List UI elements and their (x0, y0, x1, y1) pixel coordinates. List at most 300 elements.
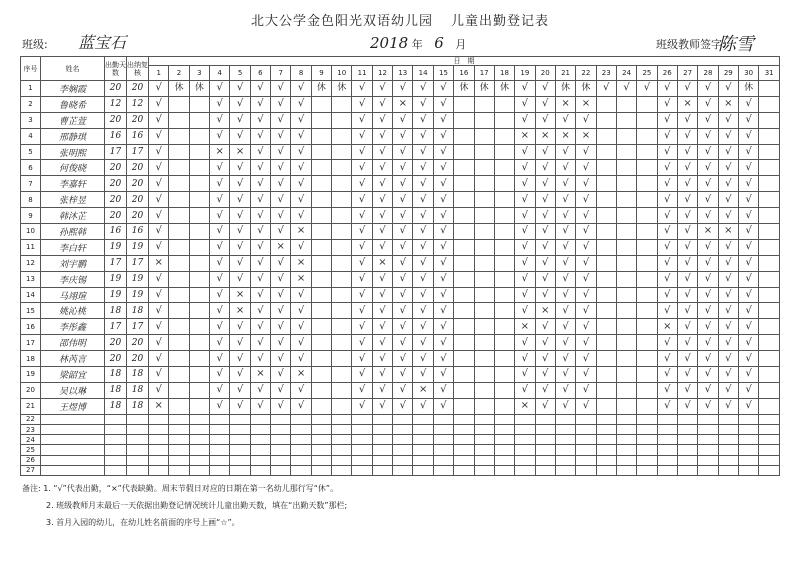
table-row (21, 424, 780, 434)
present-mark: √ (413, 144, 433, 160)
empty-cell (759, 382, 780, 398)
empty-cell (169, 224, 189, 240)
empty-cell (759, 192, 780, 208)
present-mark: √ (555, 112, 575, 128)
empty-cell (311, 112, 331, 128)
present-mark: √ (291, 176, 311, 192)
empty-cell (657, 424, 677, 434)
empty-cell (230, 435, 250, 445)
empty-cell (494, 144, 514, 160)
row-seq: 24 (21, 435, 41, 445)
present-mark: √ (230, 398, 250, 414)
empty-cell (596, 319, 616, 335)
row-seq: 17 (21, 335, 41, 351)
present-mark: √ (738, 398, 758, 414)
present-mark: √ (413, 224, 433, 240)
present-mark: √ (576, 319, 596, 335)
present-mark: √ (372, 144, 392, 160)
child-name: 姚沁桃 (41, 303, 105, 319)
empty-cell (474, 208, 494, 224)
present-mark: √ (718, 112, 738, 128)
empty-cell (596, 287, 616, 303)
review-days: 19 (127, 239, 149, 255)
empty-cell (454, 351, 474, 367)
present-mark: √ (250, 128, 270, 144)
review-days: 20 (127, 112, 149, 128)
present-mark: √ (210, 271, 230, 287)
year-value: 2018 (370, 34, 409, 52)
empty-cell (677, 465, 697, 475)
day-header: 30 (738, 66, 758, 81)
absent-mark: × (230, 144, 250, 160)
empty-cell (555, 435, 575, 445)
present-mark: √ (230, 224, 250, 240)
empty-cell (596, 424, 616, 434)
present-mark: √ (555, 192, 575, 208)
present-mark: √ (352, 319, 372, 335)
empty-cell (637, 424, 657, 434)
day-header: 25 (637, 66, 657, 81)
table-row (21, 287, 780, 303)
present-mark: √ (535, 271, 555, 287)
attend-days (105, 435, 127, 445)
present-mark: √ (576, 160, 596, 176)
day-header: 8 (291, 66, 311, 81)
present-mark: √ (576, 192, 596, 208)
review-days (127, 465, 149, 475)
empty-cell (494, 435, 514, 445)
review-days: 18 (127, 303, 149, 319)
empty-cell (413, 445, 433, 455)
present-mark: √ (413, 335, 433, 351)
rest-day-mark: 休 (332, 81, 352, 97)
attend-days (105, 465, 127, 475)
present-mark: √ (555, 239, 575, 255)
day-header: 10 (332, 66, 352, 81)
review-days (127, 414, 149, 424)
present-mark: √ (291, 112, 311, 128)
empty-cell (454, 367, 474, 383)
present-mark: √ (555, 319, 575, 335)
empty-cell (596, 96, 616, 112)
empty-cell (738, 455, 758, 465)
present-mark: √ (535, 382, 555, 398)
empty-cell (698, 424, 718, 434)
present-mark: √ (433, 367, 453, 383)
present-mark: √ (271, 319, 291, 335)
empty-cell (657, 455, 677, 465)
present-mark: √ (677, 224, 697, 240)
present-mark: √ (271, 287, 291, 303)
empty-cell (332, 445, 352, 455)
present-mark: √ (718, 81, 738, 97)
empty-cell (596, 128, 616, 144)
empty-cell (189, 445, 209, 455)
day-header: 26 (657, 66, 677, 81)
present-mark: √ (271, 255, 291, 271)
empty-cell (759, 319, 780, 335)
present-mark: √ (677, 335, 697, 351)
present-mark: √ (393, 271, 413, 287)
empty-cell (616, 367, 636, 383)
present-mark: √ (372, 160, 392, 176)
empty-cell (332, 192, 352, 208)
present-mark: √ (698, 96, 718, 112)
present-mark: √ (555, 398, 575, 414)
attend-days (105, 414, 127, 424)
present-mark: √ (555, 176, 575, 192)
empty-cell (637, 382, 657, 398)
empty-cell (169, 465, 189, 475)
present-mark: √ (149, 144, 169, 160)
present-mark: √ (372, 192, 392, 208)
review-days: 20 (127, 176, 149, 192)
empty-cell (616, 351, 636, 367)
present-mark: √ (433, 112, 453, 128)
child-name (41, 455, 105, 465)
present-mark: √ (738, 255, 758, 271)
empty-cell (291, 455, 311, 465)
present-mark: √ (352, 160, 372, 176)
notes (22, 480, 347, 531)
present-mark: √ (291, 192, 311, 208)
note-2: 2. 班级教师月末最后一天依据出勤登记情况统计儿童出勤天数，填在“出勤天数”那栏; (46, 501, 348, 510)
table-row (21, 414, 780, 424)
present-mark: √ (149, 367, 169, 383)
present-mark: √ (515, 351, 535, 367)
child-name: 张梓昱 (41, 192, 105, 208)
empty-cell (169, 96, 189, 112)
attend-days (105, 455, 127, 465)
present-mark: √ (535, 224, 555, 240)
present-mark: √ (352, 128, 372, 144)
empty-cell (616, 335, 636, 351)
empty-cell (474, 160, 494, 176)
child-name (41, 465, 105, 475)
present-mark: √ (149, 319, 169, 335)
review-days: 20 (127, 208, 149, 224)
attend-days: 20 (105, 335, 127, 351)
empty-cell (698, 435, 718, 445)
child-name (41, 424, 105, 434)
empty-cell (210, 445, 230, 455)
present-mark: √ (393, 335, 413, 351)
present-mark: √ (291, 239, 311, 255)
empty-cell (616, 287, 636, 303)
present-mark: √ (352, 112, 372, 128)
empty-cell (454, 128, 474, 144)
empty-cell (250, 424, 270, 434)
empty-cell (189, 303, 209, 319)
empty-cell (596, 435, 616, 445)
day-header: 18 (494, 66, 514, 81)
empty-cell (576, 455, 596, 465)
empty-cell (189, 319, 209, 335)
empty-cell (189, 144, 209, 160)
empty-cell (311, 435, 331, 445)
present-mark: √ (210, 128, 230, 144)
present-mark: √ (149, 192, 169, 208)
empty-cell (372, 465, 392, 475)
empty-cell (616, 224, 636, 240)
present-mark: √ (250, 255, 270, 271)
row-seq: 16 (21, 319, 41, 335)
empty-cell (474, 335, 494, 351)
empty-cell (433, 414, 453, 424)
review-days: 16 (127, 224, 149, 240)
empty-cell (555, 445, 575, 455)
class-label: 班级: (22, 38, 48, 51)
present-mark: √ (372, 239, 392, 255)
empty-cell (169, 414, 189, 424)
present-mark: √ (271, 224, 291, 240)
present-mark: √ (291, 208, 311, 224)
present-mark: √ (271, 128, 291, 144)
empty-cell (393, 455, 413, 465)
empty-cell (169, 144, 189, 160)
empty-cell (352, 424, 372, 434)
empty-cell (616, 465, 636, 475)
empty-cell (759, 465, 780, 475)
empty-cell (474, 455, 494, 465)
present-mark: √ (433, 287, 453, 303)
empty-cell (454, 303, 474, 319)
day-header: 9 (311, 66, 331, 81)
empty-cell (189, 335, 209, 351)
empty-cell (596, 208, 616, 224)
present-mark: √ (698, 287, 718, 303)
present-mark: √ (372, 319, 392, 335)
present-mark: √ (433, 192, 453, 208)
empty-cell (372, 455, 392, 465)
rest-day-mark: 休 (311, 81, 331, 97)
empty-cell (332, 414, 352, 424)
present-mark: √ (515, 382, 535, 398)
child-name: 张明熙 (41, 144, 105, 160)
present-mark: √ (738, 367, 758, 383)
present-mark: √ (657, 160, 677, 176)
present-mark: √ (230, 176, 250, 192)
empty-cell (271, 445, 291, 455)
empty-cell (189, 224, 209, 240)
present-mark: √ (149, 303, 169, 319)
empty-cell (677, 455, 697, 465)
present-mark: √ (210, 96, 230, 112)
present-mark: √ (698, 382, 718, 398)
present-mark: √ (677, 255, 697, 271)
present-mark: √ (291, 335, 311, 351)
present-mark: √ (230, 128, 250, 144)
present-mark: √ (698, 239, 718, 255)
empty-cell (454, 208, 474, 224)
row-seq: 20 (21, 382, 41, 398)
absent-mark: × (291, 255, 311, 271)
table-row (21, 144, 780, 160)
empty-cell (352, 445, 372, 455)
empty-cell (616, 239, 636, 255)
empty-cell (616, 192, 636, 208)
present-mark: √ (677, 192, 697, 208)
present-mark: √ (677, 303, 697, 319)
present-mark: √ (250, 271, 270, 287)
table-row (21, 435, 780, 445)
empty-cell (474, 445, 494, 455)
present-mark: √ (210, 192, 230, 208)
present-mark: √ (576, 208, 596, 224)
child-name: 李彤鑫 (41, 319, 105, 335)
present-mark: √ (210, 224, 230, 240)
empty-cell (637, 435, 657, 445)
present-mark: √ (271, 160, 291, 176)
present-mark: √ (393, 160, 413, 176)
review-days: 18 (127, 382, 149, 398)
present-mark: √ (250, 144, 270, 160)
present-mark: √ (291, 81, 311, 97)
present-mark: √ (555, 224, 575, 240)
child-name: 韩沐芷 (41, 208, 105, 224)
present-mark: √ (657, 192, 677, 208)
empty-cell (433, 424, 453, 434)
empty-cell (535, 465, 555, 475)
child-name: 李娴霞 (41, 81, 105, 97)
empty-cell (311, 239, 331, 255)
review-days: 19 (127, 287, 149, 303)
present-mark: √ (433, 128, 453, 144)
empty-cell (454, 112, 474, 128)
empty-cell (616, 255, 636, 271)
empty-cell (413, 414, 433, 424)
present-mark: √ (393, 287, 413, 303)
present-mark: √ (230, 112, 250, 128)
present-mark: √ (535, 255, 555, 271)
empty-cell (169, 255, 189, 271)
empty-cell (250, 414, 270, 424)
empty-cell (332, 271, 352, 287)
present-mark: √ (210, 335, 230, 351)
empty-cell (637, 414, 657, 424)
row-seq: 12 (21, 255, 41, 271)
absent-mark: × (413, 382, 433, 398)
empty-cell (759, 176, 780, 192)
rest-day-mark: 休 (454, 81, 474, 97)
empty-cell (311, 192, 331, 208)
empty-cell (210, 435, 230, 445)
form-subtitle: 儿童出勤登记表 (451, 14, 550, 29)
present-mark: √ (433, 351, 453, 367)
empty-cell (169, 192, 189, 208)
empty-cell (454, 424, 474, 434)
row-seq: 5 (21, 144, 41, 160)
empty-cell (169, 398, 189, 414)
empty-cell (535, 414, 555, 424)
empty-cell (311, 96, 331, 112)
day-header: 22 (576, 66, 596, 81)
present-mark: √ (372, 271, 392, 287)
absent-mark: × (271, 239, 291, 255)
absent-mark: × (149, 398, 169, 414)
absent-mark: × (291, 367, 311, 383)
present-mark: √ (149, 81, 169, 97)
row-seq: 22 (21, 414, 41, 424)
present-mark: √ (718, 287, 738, 303)
present-mark: √ (433, 96, 453, 112)
empty-cell (311, 144, 331, 160)
empty-cell (616, 96, 636, 112)
present-mark: √ (576, 176, 596, 192)
rest-day-mark: 休 (474, 81, 494, 97)
empty-cell (189, 455, 209, 465)
empty-cell (454, 445, 474, 455)
empty-cell (311, 224, 331, 240)
absent-mark: × (291, 224, 311, 240)
empty-cell (311, 319, 331, 335)
day-header: 13 (393, 66, 413, 81)
empty-cell (759, 351, 780, 367)
empty-cell (494, 335, 514, 351)
empty-cell (616, 271, 636, 287)
form-title (0, 10, 800, 29)
empty-cell (332, 112, 352, 128)
empty-cell (189, 255, 209, 271)
absent-mark: × (515, 319, 535, 335)
review-days: 12 (127, 96, 149, 112)
present-mark: √ (677, 144, 697, 160)
absent-mark: × (250, 367, 270, 383)
present-mark: √ (393, 255, 413, 271)
present-mark: √ (657, 239, 677, 255)
empty-cell (759, 239, 780, 255)
rest-day-mark: 休 (555, 81, 575, 97)
empty-cell (494, 303, 514, 319)
present-mark: √ (698, 255, 718, 271)
review-days: 18 (127, 398, 149, 414)
empty-cell (637, 367, 657, 383)
empty-cell (718, 455, 738, 465)
empty-cell (271, 465, 291, 475)
empty-cell (494, 176, 514, 192)
empty-cell (474, 128, 494, 144)
empty-cell (494, 414, 514, 424)
empty-cell (230, 414, 250, 424)
empty-cell (189, 271, 209, 287)
present-mark: √ (738, 96, 758, 112)
present-mark: √ (718, 128, 738, 144)
empty-cell (616, 128, 636, 144)
empty-cell (291, 465, 311, 475)
present-mark: √ (352, 224, 372, 240)
present-mark: √ (413, 160, 433, 176)
empty-cell (616, 398, 636, 414)
present-mark: √ (738, 319, 758, 335)
empty-cell (657, 414, 677, 424)
child-name: 刘宇鹏 (41, 255, 105, 271)
present-mark: √ (535, 351, 555, 367)
empty-cell (759, 208, 780, 224)
empty-cell (494, 96, 514, 112)
present-mark: √ (210, 367, 230, 383)
present-mark: √ (433, 160, 453, 176)
empty-cell (474, 255, 494, 271)
present-mark: √ (291, 144, 311, 160)
empty-cell (759, 398, 780, 414)
table-row (21, 160, 780, 176)
present-mark: √ (230, 81, 250, 97)
absent-mark: × (698, 224, 718, 240)
empty-cell (718, 424, 738, 434)
present-mark: √ (698, 398, 718, 414)
empty-cell (494, 424, 514, 434)
empty-cell (637, 160, 657, 176)
